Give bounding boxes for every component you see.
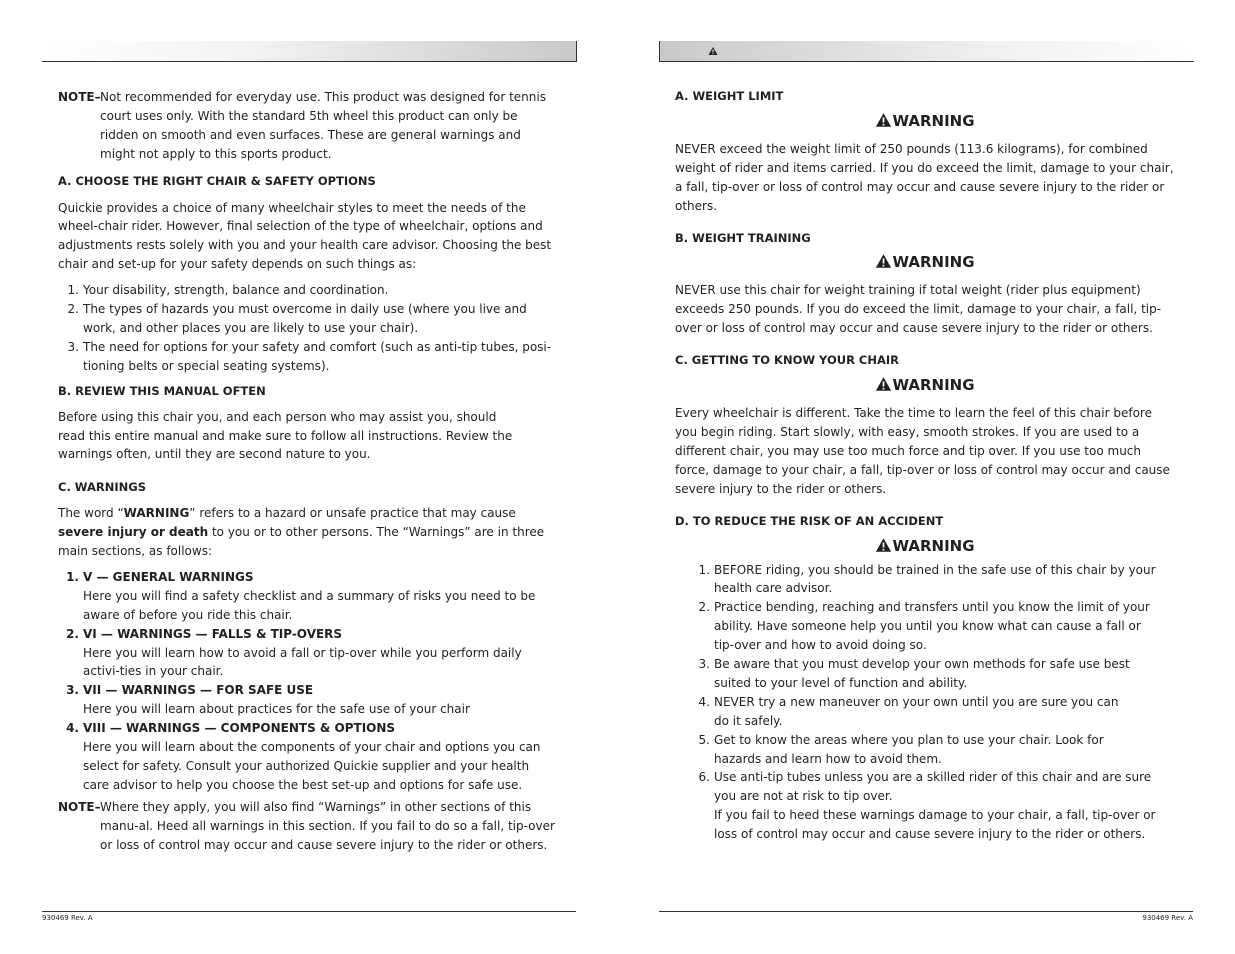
list-item [58, 300, 558, 338]
section-c-paragraph [58, 504, 558, 561]
warning-term: WARNING [123, 506, 190, 521]
warning-triangle-icon [875, 112, 892, 128]
list-text: BEFORE riding, you should be trained in the safe use of this chair by your health care advisor. [714, 562, 1156, 596]
accident-risk-list [675, 561, 1175, 845]
list-text: hazards and learn how to avoid them. [714, 751, 942, 766]
list-number: 5. [698, 732, 710, 747]
section-heading-b: B. REVIEW THIS MANUAL OFTEN [58, 383, 266, 398]
section-a-paragraph: Quickie provides a choice of many wheelchair styles to meet the needs of the wheel-chair rider. However, final selection of the type of wheelchair, options and adjustments rests solely with you and your health care advisor. Choosing the best chair and set-up for your safety depends on such things as: [58, 200, 552, 272]
section-heading-c: C. WARNINGS [58, 480, 146, 495]
section-heading-b: B. WEIGHT TRAINING [675, 230, 811, 245]
list-text: If you fail to heed these warnings damage to your chair, a fall, tip-over or loss of control may occur and cause severe injury to the rider or others. [714, 808, 1156, 842]
list-text: do it safely. [714, 713, 783, 728]
footer-doc-code: 930469 Rev. A [42, 914, 93, 922]
list-number: 3. [698, 657, 710, 672]
list-text: The types of hazards you must overcome in daily use (where you live and work, and other places you are likely to use your chair). [83, 302, 527, 335]
warning-callout [675, 111, 1175, 131]
list-number: 2. [698, 600, 710, 615]
list-text: Here you will learn about the components of your chair and options you can select for safety. Consult your authorized Quickie supplier and your health care advisor to help you choose the best set-up and options for safe use. [83, 740, 541, 792]
list-item [58, 568, 558, 625]
list-text: tip-over and how to avoid doing so. [714, 638, 927, 653]
list-text: Practice bending, reaching and transfers until you know the limit of your ability. Have someone help you until you know what can cause a fall or [714, 600, 1150, 634]
severe-injury-term: severe injury or death [58, 525, 209, 540]
list-number: 1. [66, 569, 79, 584]
weight-training-paragraph: NEVER use this chair for weight training if total weight (rider plus equipment) exceeds 250 pounds. If you do exceed the limit, damage to your chair, a fall, tip-over or loss of control may occur and cause severe injury to the rider or others. [675, 283, 1162, 336]
list-title: VI — WARNINGS — FALLS & TIP-OVERS [83, 626, 343, 641]
warning-callout [675, 252, 1175, 272]
warning-callout [675, 375, 1175, 395]
footer-rule [659, 911, 1193, 912]
list-number: 3. [67, 339, 79, 354]
list-text: Here you will learn about practices for the safe use of your chair [83, 702, 470, 717]
warning-callout [675, 536, 1175, 556]
note-heed-warnings [58, 798, 558, 855]
footer-doc-code: 930469 Rev. A [1142, 914, 1193, 922]
list-number: 1. [67, 283, 79, 298]
list-text: Here you will learn how to avoid a fall or tip-over while you perform daily activi-ties in your chair. [83, 645, 522, 679]
right-content [675, 87, 1175, 844]
list-item [689, 598, 1175, 655]
section-heading-c: C. GETTING TO KNOW YOUR CHAIR [675, 353, 900, 368]
list-text: Your disability, strength, balance and coordination. [83, 283, 389, 298]
right-page [659, 0, 1193, 954]
warning-label: WARNING [892, 376, 975, 395]
note-label: NOTE– [58, 90, 101, 104]
list-item [58, 281, 558, 300]
list-number: 6. [698, 770, 710, 785]
section-b-line1: Before using this chair you, and each person who may assist you, should [58, 409, 497, 424]
know-your-chair-paragraph: Every wheelchair is different. Take the time to learn the feel of this chair before you begin riding. Start slowly, with easy, smooth strokes. If you are used to a different chair, you may use too much force and tip over. If you use too much force, damage to your chair, a fall, tip-over or loss of control may occur and cause severe injury to the rider or others. [675, 406, 1170, 496]
header-bar [42, 41, 577, 62]
list-number: 4. [698, 694, 710, 709]
list-text: Here you will find a safety checklist and a summary of risks you need to be aware of before you ride this chair. [83, 588, 536, 622]
list-item [689, 768, 1175, 844]
list-text: Be aware that you must develop your own methods for safe use best [714, 657, 1130, 672]
list-item [58, 625, 558, 682]
list-item [58, 719, 558, 795]
text-run: to you or to other persons. The “Warnings” are in three main sections, as follows: [58, 525, 545, 559]
header-bar [659, 41, 1194, 62]
note-text: Where they apply, you will also find “Warnings” in other sections of this manu-al. Heed all warnings in this section. If you fail to do so a fall, tip-over or loss of control may occur and cause severe injury to the rider or others. [100, 799, 555, 852]
warning-triangle-icon [875, 253, 892, 269]
note-usage [58, 88, 558, 164]
left-page [42, 0, 576, 954]
list-item [689, 561, 1175, 599]
section-a-list [58, 281, 558, 376]
section-b-paragraph: read this entire manual and make sure to follow all instructions. Review the warnings often, until they are second nature to you. [58, 428, 513, 462]
list-text: Get to know the areas where you plan to use your chair. Look for [714, 732, 1104, 747]
list-item [689, 693, 1175, 731]
list-title: VIII — WARNINGS — COMPONENTS & OPTIONS [83, 721, 396, 736]
warning-label: WARNING [892, 536, 975, 555]
text-run: ” refers to a hazard or unsafe practice that may cause [189, 506, 516, 521]
note-text: Not recommended for everyday use. This product was designed for tennis court uses only. With the standard 5th wheel this product can only be ridden on smooth and even surfaces. These are general warnings and might not apply to this sports product. [100, 90, 546, 161]
warning-triangle-icon [875, 537, 892, 553]
list-item [58, 681, 558, 719]
warning-label: WARNING [892, 111, 975, 130]
list-number: 3. [66, 683, 79, 698]
warning-triangle-icon [708, 46, 718, 56]
list-number: 4. [66, 721, 79, 736]
section-heading-d: D. TO REDUCE THE RISK OF AN ACCIDENT [675, 513, 944, 528]
warning-label: WARNING [892, 253, 975, 272]
list-text: The need for options for your safety and comfort (such as anti-tip tubes, posi-tioning belts or special seating systems). [83, 339, 552, 373]
list-title: V — GENERAL WARNINGS [83, 569, 254, 584]
note-label: NOTE– [58, 799, 101, 814]
warning-triangle-icon [875, 376, 892, 392]
list-number: 2. [67, 302, 79, 317]
weight-limit-paragraph: NEVER exceed the weight limit of 250 pounds (113.6 kilograms), for combined weight of rider and items carried. If you do exceed the limit, damage to your chair, a fall, tip-over or loss of control may occur and cause severe injury to the rider or others. [675, 141, 1174, 213]
list-text: suited to your level of function and ability. [714, 675, 968, 690]
footer-rule [42, 911, 576, 912]
list-text: NEVER try a new maneuver on your own until you are sure you can [714, 694, 1119, 709]
list-number: 1. [698, 562, 710, 577]
warning-sections-list [58, 568, 558, 795]
list-number: 2. [66, 626, 79, 641]
left-content [58, 88, 558, 855]
section-heading-a: A. CHOOSE THE RIGHT CHAIR & SAFETY OPTIONS [58, 173, 376, 188]
section-heading-a: A. WEIGHT LIMIT [675, 89, 784, 103]
text-run: The word “ [58, 506, 124, 521]
list-item [689, 731, 1175, 769]
list-item [58, 338, 558, 376]
list-item [689, 655, 1175, 693]
list-text: Use anti-tip tubes unless you are a skilled rider of this chair and are sure you are not at risk to tip over. [714, 770, 1152, 804]
list-title: VII — WARNINGS — FOR SAFE USE [83, 683, 314, 698]
